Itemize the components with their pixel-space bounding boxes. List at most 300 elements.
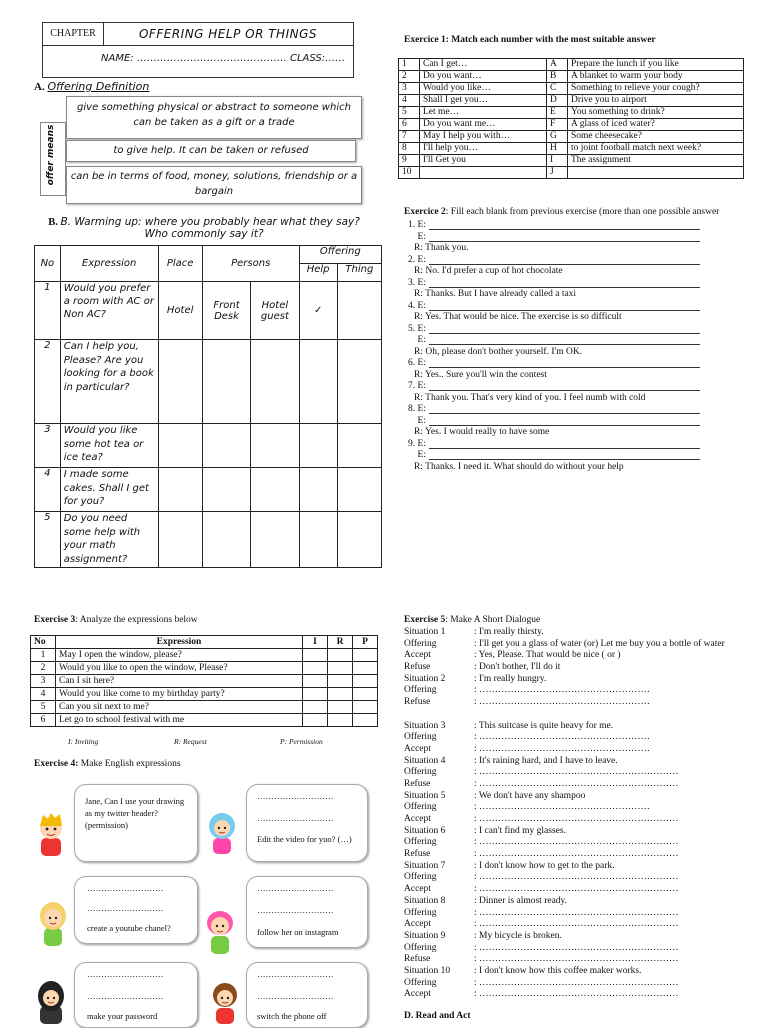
row-answer: to joint football match next week? — [568, 143, 744, 155]
dialogue-line — [404, 826, 754, 838]
dialogue-line — [404, 884, 754, 896]
row-expression: Would you like to open the window, Please? — [56, 662, 303, 675]
item-response: R: Yes.. Sure you'll win the contest — [414, 369, 547, 380]
dialogue-label: Accept — [404, 989, 431, 1000]
header-box — [42, 22, 354, 78]
dialogue-label: Offering — [404, 942, 437, 953]
dialogue-label: Offering — [404, 872, 437, 883]
section-b-title: B. B. Warming up: where you probably hear what they say? Who commonly say it? — [48, 216, 360, 240]
row-thing-check[interactable] — [337, 282, 381, 340]
dialogue-line — [404, 756, 754, 768]
item-e-label: E: — [417, 335, 426, 345]
answer-cell-i[interactable] — [303, 649, 328, 662]
row-expression: Would you prefer a room with AC or Non AC? — [60, 282, 158, 340]
dialogue-line — [404, 954, 754, 966]
row-number: 1 — [399, 59, 420, 71]
item-response: R: Yes. That would be nice. The exercise is so difficult — [414, 312, 622, 322]
row-thing-check[interactable] — [337, 424, 381, 468]
answer-line[interactable] — [429, 439, 700, 449]
row-thing-check[interactable] — [337, 340, 381, 424]
dialogue-label: Accept — [404, 884, 431, 895]
item-number: 6. E: — [408, 358, 426, 368]
warming-up-table — [34, 245, 382, 568]
blonde-girl-avatar-icon — [36, 898, 70, 946]
dialogue-label: Refuse — [404, 662, 431, 673]
girl-hijab-black-avatar-icon — [34, 978, 68, 1024]
row-place[interactable] — [158, 340, 202, 424]
answer-line[interactable] — [429, 416, 700, 426]
row-person-1[interactable] — [202, 512, 250, 568]
row-number: 2 — [399, 71, 420, 83]
row-answer: Something to relieve your cough? — [568, 83, 744, 95]
table-row — [35, 282, 382, 340]
answer-line[interactable]: ……………………… — [257, 969, 334, 979]
answer-cell-p[interactable] — [353, 675, 378, 688]
dialogue-label: Refuse — [404, 849, 431, 860]
col-expression: Expression — [56, 636, 303, 649]
dialogue-text[interactable]: : ……………………………………………………… — [474, 814, 679, 824]
boy-avatar-icon — [34, 810, 68, 856]
row-person-1[interactable] — [202, 424, 250, 468]
answer-cell-p[interactable] — [353, 662, 378, 675]
speech-bubble — [246, 876, 368, 948]
item-response: R: No. I'd prefer a cup of hot chocolate — [414, 266, 563, 276]
row-expression: Let me… — [420, 107, 547, 119]
answer-line[interactable]: ……………………… — [87, 883, 164, 893]
dialogue-line — [404, 896, 754, 908]
item-response: R: Oh, please don't bother yourself. I'm OK. — [414, 346, 583, 357]
table-row — [399, 131, 744, 143]
row-thing-check[interactable] — [337, 468, 381, 512]
table-row — [31, 714, 378, 727]
row-person-1[interactable]: Front Desk — [202, 282, 250, 340]
dialogue-text[interactable]: : ……………………………………………………… — [474, 919, 679, 930]
speech-bubble — [246, 784, 368, 862]
row-person-1[interactable] — [202, 468, 250, 512]
dialogue-text: : My bicycle is broken. — [474, 930, 562, 941]
answer-line[interactable]: ……………………… — [257, 905, 334, 915]
dialogue-line — [404, 721, 754, 733]
table-row — [35, 512, 382, 568]
row-help-check[interactable] — [299, 512, 337, 568]
dialogue-label: Situation 9 — [404, 930, 446, 941]
dialogue-text[interactable]: : ……………………………………………………… — [474, 778, 679, 789]
dialogue-label: Accept — [404, 919, 431, 930]
dialogue-text[interactable]: : ……………………………………………… — [474, 697, 651, 708]
dialogue-line — [404, 978, 754, 990]
row-answer: A glass of iced water? — [568, 119, 744, 131]
table-row — [399, 95, 744, 107]
answer-cell-i[interactable] — [303, 662, 328, 675]
answer-cell-r[interactable] — [328, 662, 353, 675]
col-thing: Thing — [337, 264, 381, 282]
row-no: 4 — [35, 468, 61, 512]
table-row — [399, 143, 744, 155]
row-number: 6 — [399, 119, 420, 131]
dialogue-label: Offering — [404, 977, 437, 988]
dialogue-line — [404, 943, 754, 955]
item-response: R: Yes. I would really to have some — [414, 427, 550, 437]
row-letter: J — [547, 167, 568, 179]
col-persons: Persons — [202, 246, 299, 282]
answer-line[interactable] — [429, 220, 700, 230]
row-letter: H — [547, 143, 568, 155]
dialogue-line — [404, 872, 754, 884]
dialogue-text: : We don't have any shampoo — [474, 790, 586, 801]
answer-line[interactable]: ……………………… — [257, 883, 334, 893]
answer-line[interactable]: ……………………… — [87, 969, 164, 979]
dialogue-label: Situation 6 — [404, 825, 446, 836]
answer-line[interactable]: ……………………… — [257, 791, 334, 801]
table-row — [399, 71, 744, 83]
item-number: 7. E: — [408, 381, 426, 391]
dialogue-label: Accept — [404, 814, 431, 824]
dialogue-line — [404, 685, 754, 697]
answer-line[interactable] — [429, 381, 700, 391]
dialogue-label: Accept — [404, 743, 431, 754]
row-letter: D — [547, 95, 568, 107]
dialogue-line — [404, 989, 754, 1001]
dialogue-line — [404, 802, 754, 814]
dialogue-text[interactable]: : ……………………………………………………… — [474, 989, 679, 1000]
row-letter: I — [547, 155, 568, 167]
dialogue-text: : I don't know how this coffee maker works. — [474, 965, 642, 976]
row-no: 5 — [35, 512, 61, 568]
dialogue-line — [404, 837, 754, 849]
row-expression: Can I help you, Please? Are you looking for a book in particular? — [60, 340, 158, 424]
dialogue-line — [404, 697, 754, 709]
table-row — [35, 468, 382, 512]
answer-line[interactable]: ……………………… — [87, 903, 164, 913]
section-d-title: D. Read and Act — [404, 1011, 471, 1021]
row-letter: E — [547, 107, 568, 119]
dialogue-text[interactable]: : ……………………………………………… — [474, 685, 651, 696]
dialogue-line — [404, 931, 754, 943]
col-request: R — [328, 636, 353, 649]
row-number: 1 — [31, 649, 56, 662]
col-help: Help — [299, 264, 337, 282]
dialogue-label: Situation 8 — [404, 895, 446, 906]
item-number: 1. E: — [408, 220, 426, 230]
answer-line[interactable] — [429, 255, 700, 265]
row-expression: Do you want me… — [420, 119, 547, 131]
answer-cell-i[interactable] — [303, 675, 328, 688]
answer-cell-p[interactable] — [353, 701, 378, 714]
dialogue-label: Refuse — [404, 954, 431, 965]
answer-cell-i[interactable] — [303, 701, 328, 714]
dialogue-text[interactable]: : ……………………………………………………… — [474, 954, 679, 965]
row-expression: May I help you with… — [420, 131, 547, 143]
row-number: 3 — [399, 83, 420, 95]
dialogue-label: Offering — [404, 638, 437, 649]
row-expression: Can I get… — [420, 59, 547, 71]
dialogue-text[interactable]: : ……………………………………………… — [474, 802, 651, 813]
answer-line[interactable]: ……………………… — [257, 991, 334, 1001]
row-no: 3 — [35, 424, 61, 468]
definition-1: give something physical or abstract to someone which can be taken as a gift or a trade — [66, 96, 362, 139]
row-number: 6 — [31, 714, 56, 727]
row-expression: Would you like some hot tea or ice tea? — [60, 424, 158, 468]
row-person-2[interactable] — [251, 340, 299, 424]
row-answer — [568, 167, 744, 179]
exercise-3-title: Exercise 3: Analyze the expressions below — [34, 615, 198, 625]
table-row — [399, 107, 744, 119]
row-place[interactable] — [158, 424, 202, 468]
row-no: 1 — [35, 282, 61, 340]
answer-cell-r[interactable] — [328, 714, 353, 727]
answer-line[interactable]: ……………………… — [257, 813, 334, 823]
dialogue-line — [404, 639, 754, 651]
bubble-text: switch the phone off — [257, 1011, 327, 1021]
table-row — [399, 167, 744, 179]
row-person-2[interactable] — [251, 424, 299, 468]
table-row — [31, 701, 378, 714]
item-number: 8. E: — [408, 404, 426, 414]
table-row — [399, 59, 744, 71]
row-place[interactable] — [158, 468, 202, 512]
dialogue-label: Offering — [404, 837, 437, 848]
row-thing-check[interactable] — [337, 512, 381, 568]
dialogue-text[interactable]: : ……………………………………………………… — [474, 884, 679, 895]
dialogue-label: Situation 4 — [404, 755, 446, 766]
dialogue-line — [404, 674, 754, 686]
exercise-2-title: Exercice 2: Fill each blank from previous exercise (more than one possible answer — [404, 207, 720, 217]
dialogue-line — [404, 861, 754, 873]
dialogue-text: : It's raining hard, and I have to leave. — [474, 755, 618, 766]
col-permission: P — [353, 636, 378, 649]
curly-boy-avatar-icon — [208, 978, 242, 1024]
pink-hair-girl-avatar-icon — [203, 906, 237, 954]
row-expression: Do you want… — [420, 71, 547, 83]
table-row — [31, 675, 378, 688]
row-answer: You something to drink? — [568, 107, 744, 119]
dialogue-label: Situation 3 — [404, 720, 446, 731]
offer-means-label: offer means — [46, 124, 56, 186]
dialogue-label: Situation 7 — [404, 860, 446, 871]
col-offering: Offering — [299, 246, 381, 264]
row-expression — [420, 167, 547, 179]
item-e-label: E: — [417, 415, 426, 426]
row-expression: Shall I get you… — [420, 95, 547, 107]
row-answer: Drive you to airport — [568, 95, 744, 107]
row-answer: The assignment — [568, 155, 744, 167]
dialogue-label: Situation 10 — [404, 965, 451, 976]
dialogue-label: Situation 2 — [404, 673, 446, 684]
dialogue-text[interactable]: : ……………………………………………… — [474, 743, 651, 754]
answer-cell-r[interactable] — [328, 675, 353, 688]
answer-line[interactable] — [429, 335, 700, 345]
dialogue-label: Offering — [404, 732, 437, 743]
row-help-check[interactable]: ✓ — [299, 282, 337, 340]
dialogue-label: Offering — [404, 767, 437, 778]
exercise-5-title: Exercise 5: Make A Short Dialogue — [404, 615, 541, 625]
dialogue-text[interactable]: : ……………………………………………………… — [474, 872, 679, 883]
dialogue-text[interactable]: : ……………………………………………………… — [474, 942, 679, 953]
row-help-check[interactable] — [299, 468, 337, 512]
answer-cell-r[interactable] — [328, 649, 353, 662]
bubble-text: Edit the video for yuo? (…) — [257, 834, 352, 844]
row-number: 10 — [399, 167, 420, 179]
table-row — [31, 688, 378, 701]
dialogue-label: Offering — [404, 685, 437, 696]
row-expression: I'll help you… — [420, 143, 547, 155]
row-number: 5 — [31, 701, 56, 714]
dialogue-text: : I'm really thirsty. — [474, 627, 544, 637]
col-place: Place — [158, 246, 202, 282]
dialogue-text: : Dinner is almost ready. — [474, 895, 568, 906]
row-expression: Can you sit next to me? — [56, 701, 303, 714]
dialogue-line — [404, 767, 754, 779]
answer-cell-p[interactable] — [353, 688, 378, 701]
bubble-text: create a youtube chanel? — [87, 923, 171, 933]
answer-cell-i[interactable] — [303, 688, 328, 701]
dialogue-line — [404, 650, 754, 662]
dialogue-line — [404, 662, 754, 674]
row-number: 8 — [399, 143, 420, 155]
bubble-text: Jane, Can I use your drawing as my twitter header? (permission) — [85, 796, 185, 830]
speech-bubble — [74, 876, 198, 944]
exercise-5-dialogues — [404, 627, 754, 1001]
item-response: R: Thank you. That's very kind of you. I feel numb with cold — [414, 392, 646, 403]
answer-line[interactable] — [429, 358, 700, 368]
item-response: R: Thank you. — [414, 243, 469, 253]
row-help-check[interactable] — [299, 424, 337, 468]
dialogue-text: : Don't bother, I'll do it — [474, 662, 561, 673]
dialogue-line — [404, 744, 754, 756]
dialogue-text[interactable]: : ……………………………………………… — [474, 732, 651, 743]
exercise-4-title: Exercise 4: Make English expressions — [34, 759, 181, 769]
speech-bubble — [246, 962, 368, 1028]
dialogue-line — [404, 908, 754, 920]
row-place[interactable] — [158, 512, 202, 568]
dialogue-label: Offering — [404, 802, 437, 813]
dialogue-label — [404, 709, 474, 721]
table-row — [31, 662, 378, 675]
item-e-label: E: — [417, 450, 426, 460]
dialogue-text[interactable]: : ……………………………………………………… — [474, 837, 679, 848]
row-answer: Prepare the lunch if you like — [568, 59, 744, 71]
dialogue-text: : I'm really hungry. — [474, 673, 547, 684]
exercise-2-list — [404, 220, 700, 473]
definition-3: can be in terms of food, money, solutions, friendship or a bargain — [66, 166, 362, 204]
row-help-check[interactable] — [299, 340, 337, 424]
answer-cell-r[interactable] — [328, 701, 353, 714]
bubble-text: make your password — [87, 1011, 158, 1021]
row-expression: Do you need some help with your math assignment? — [60, 512, 158, 568]
row-letter: F — [547, 119, 568, 131]
dialogue-text[interactable]: : ……………………………………………………… — [474, 849, 679, 860]
chapter-label: CHAPTER — [43, 23, 104, 46]
row-number: 7 — [399, 131, 420, 143]
answer-cell-i[interactable] — [303, 714, 328, 727]
row-person-2[interactable] — [251, 468, 299, 512]
answer-cell-p[interactable] — [353, 714, 378, 727]
dialogue-text: : I'll get you a glass of water (or) Let me buy you a bottle of water — [474, 638, 725, 649]
definition-2: to give help. It can be taken or refused — [66, 140, 356, 162]
item-number: 5. E: — [408, 323, 426, 334]
row-number: 9 — [399, 155, 420, 167]
table-row — [399, 83, 744, 95]
row-expression: I made some cakes. Shall I get for you? — [60, 468, 158, 512]
item-response: R: Thanks. I need it. What should do without your help — [414, 461, 624, 472]
dialogue-label: Refuse — [404, 778, 431, 789]
dialogue-line — [404, 627, 754, 639]
row-person-2[interactable]: Hotel guest — [251, 282, 299, 340]
row-letter: G — [547, 131, 568, 143]
answer-cell-p[interactable] — [353, 649, 378, 662]
girl-hijab-blue-avatar-icon — [205, 808, 239, 854]
dialogue-text[interactable]: : ……………………………………………………… — [474, 767, 679, 778]
dialogue-label: Refuse — [404, 697, 431, 708]
row-number: 4 — [399, 95, 420, 107]
answer-line[interactable]: ……………………… — [87, 991, 164, 1001]
table-row — [35, 340, 382, 424]
answer-line[interactable] — [429, 278, 700, 288]
row-number: 5 — [399, 107, 420, 119]
row-place[interactable]: Hotel — [158, 282, 202, 340]
dialogue-text: : Yes, Please. That would be nice ( or ) — [474, 650, 621, 661]
answer-line[interactable] — [429, 450, 700, 460]
dialogue-text: : This suitcase is quite heavy for me. — [474, 720, 614, 731]
item-number: 2. E: — [408, 254, 426, 265]
exercise-1-table — [398, 58, 744, 179]
row-letter: B — [547, 71, 568, 83]
dialogue-text: : I don't know how to get to the park. — [474, 860, 615, 871]
dialogue-line — [404, 966, 754, 978]
dialogue-line — [404, 709, 754, 721]
item-response: R: Thanks. But I have already called a taxi — [414, 289, 577, 299]
dialogue-label: Accept — [404, 650, 431, 661]
row-expression: Can I sit here? — [56, 675, 303, 688]
table-row — [399, 155, 744, 167]
dialogue-line — [404, 849, 754, 861]
answer-line[interactable] — [429, 232, 700, 242]
name-class-field[interactable]: NAME: ……………………………………… CLASS:…… — [101, 53, 346, 64]
row-letter: A — [547, 59, 568, 71]
item-number: 3. E: — [408, 277, 426, 288]
item-e-label: E: — [417, 231, 426, 242]
row-number: 3 — [31, 675, 56, 688]
row-expression: Let go to school festival with me — [56, 714, 303, 727]
table-row — [399, 119, 744, 131]
dialogue-label: Situation 5 — [404, 790, 446, 801]
col-no: No — [35, 246, 61, 282]
row-answer: Some cheesecake? — [568, 131, 744, 143]
dialogue-text[interactable]: : ……………………………………………………… — [474, 907, 679, 918]
row-no: 2 — [35, 340, 61, 424]
answer-line[interactable] — [429, 404, 700, 414]
col-expression: Expression — [60, 246, 158, 282]
row-expression: Would you like come to my birthday party? — [56, 688, 303, 701]
dialogue-label: Situation 1 — [404, 627, 446, 637]
row-expression: Would you like… — [420, 83, 547, 95]
dialogue-line — [404, 779, 754, 791]
row-person-2[interactable] — [251, 512, 299, 568]
exercise-3-table — [30, 635, 378, 727]
item-number: 4. E: — [408, 300, 426, 311]
exercise-1-title: Exercice 1: Match each number with the most suitable answer — [404, 35, 656, 45]
row-number: 2 — [31, 662, 56, 675]
section-a-title: A. Offering Definition — [34, 80, 150, 93]
speech-bubble — [74, 784, 198, 862]
answer-line[interactable] — [429, 324, 700, 334]
answer-cell-r[interactable] — [328, 688, 353, 701]
dialogue-text[interactable]: : ……………………………………………………… — [474, 977, 679, 988]
page-title: OFFERING HELP OR THINGS — [103, 23, 353, 46]
answer-line[interactable] — [429, 301, 700, 311]
row-letter: C — [547, 83, 568, 95]
row-person-1[interactable] — [202, 340, 250, 424]
